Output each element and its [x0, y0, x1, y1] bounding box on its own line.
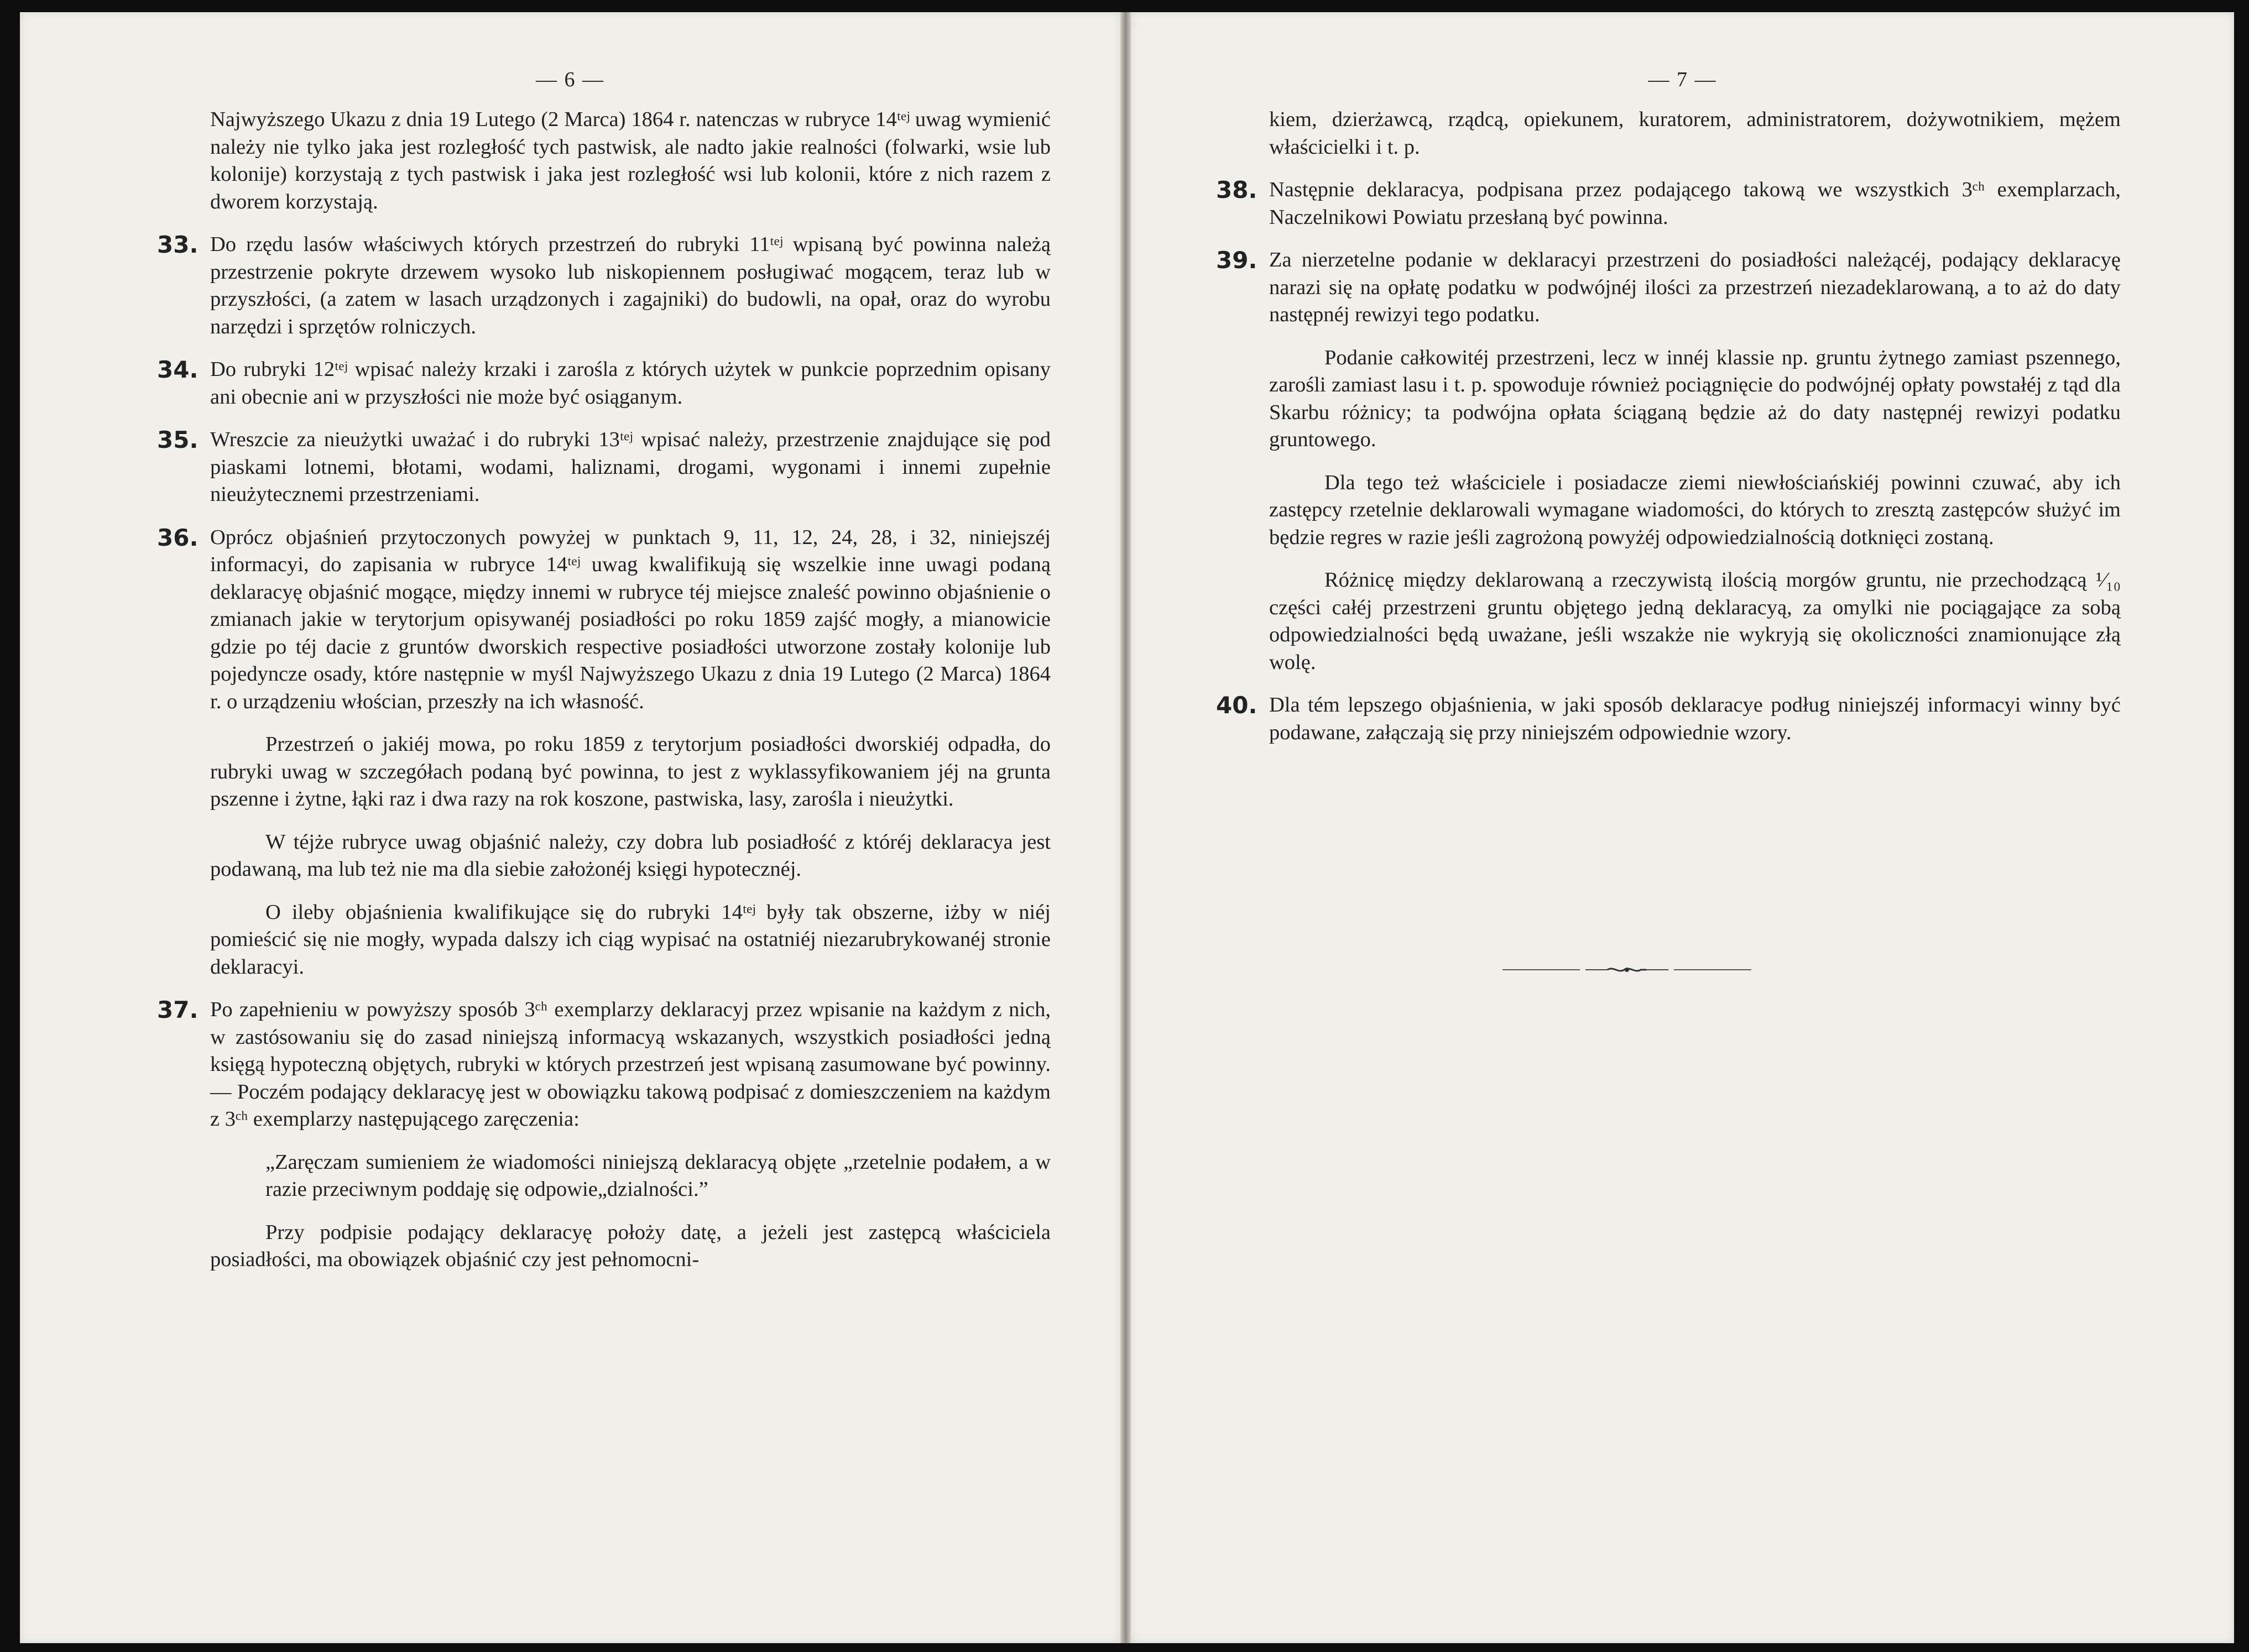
paragraph-indented: W téjże rubryce uwag objaśnić należy, czy dobra lub posiadłość z któréj deklaracya jest podawaną, ma lub też nie ma dla siebie założonéj księgi hypotecznéj. — [210, 830, 1051, 881]
section-text: Po zapełnieniu w powyższy sposób 3ᶜʰ exemplarzy deklaracyj przez wpisanie na każdym z nich, w zastósowaniu się do zasad niniejszą informacyą wskazanych, wszystkich posiadłości jedną księgą hypoteczną objętych, rubryki w których przestrzeń jest wpisaną zasumowane być powinny. — Poczém podający deklaracyę jest w obowiązku takową podpisać z domieszczeniem na każdym z 3ᶜʰ exemplarzy następującego zaręczenia: — [210, 998, 1051, 1131]
section-number: 34. — [157, 356, 199, 383]
section-text: Za nierzetelne podanie w deklaracyi przestrzeni do posiadłości należącéj, podający deklaracyę narazi się na opłatę podatku w podwójnéj ilości za przestrzeń niezadeklarowaną, a to aż do daty następnéj rewizyi tego podatku. — [1269, 248, 2121, 326]
left-text-column — [157, 106, 1051, 1289]
right-text-column — [1216, 106, 2121, 762]
section-text: Oprócz objaśnień przytoczonych powyżej w punktach 9, 11, 12, 24, 28, i 32, niniejszéj informacyi, do zapisania w rubryce 14ᵗᵉʲ uwag kwalifikują się wszelkie inne uwagi podaną deklaracyę objaśnić mogące, między innemi w rubryce téj miejsce znaleść powinno objaśnienie o zmianach jakie w terytorjum opisywanéj posiadłości po roku 1859 zajść mogły, a mianowicie gdzie po téj dacie z gruntów dworskich respective posiadłości utworzone zostały kolonije lub pojedyncze osady, które następnie w myśl Najwyższego Ukazu z dnia 19 Lutego (2 Marca) 1864 r. o urządzeniu włościan, przeszły na ich własność. — [210, 525, 1051, 713]
section-35 — [157, 426, 1051, 509]
section-37 — [157, 996, 1051, 1133]
paragraph-continuation: kiem, dzierżawcą, rządcą, opiekunem, kuratorem, administratorem, dożywotnikiem, mężem właścicielki i t. p. — [1269, 108, 2121, 159]
section-text: Do rubryki 12ᵗᵉʲ wpisać należy krzaki i zarośla z których użytek w punkcie poprzednim opisany ani obecnie ani w przyszłości nie może być osiąganym. — [210, 358, 1051, 409]
book-gutter — [1120, 12, 1131, 1643]
affirmation-quote: „Zaręczam sumieniem że wiadomości niniejszą deklaracyą objęte „rzetelnie podałem, a w razie przeciwnym poddaję się odpowie„dzialności.” — [265, 1150, 1051, 1201]
paragraph-indented: Przestrzeń o jakiéj mowa, po roku 1859 z terytorjum posiadłości dworskiéj odpadła, do rubryki uwag w szczegółach podaną być powinna, to jest z wyklassyfikowaniem jéj na grunta pszenne i żytne, łąki raz i dwa razy na rok koszone, pastwiska, lasy, zarośla i nieużytki. — [210, 733, 1051, 811]
section-number: 37. — [157, 996, 199, 1023]
section-38 — [1216, 176, 2121, 231]
section-39 — [1216, 247, 2121, 329]
paragraph-continuation: Najwyższego Ukazu z dnia 19 Lutego (2 Marca) 1864 r. natenczas w rubryce 14ᵗᵉʲ uwag wymienić należy nie tylko jaka jest rozległość tych pastwisk, ale nadto jakie realności (folwarki, wsie lub kolonije) korzystają z tych pastwisk i jaka jest rozległość wsi lub kolonii, które z nich razem z dworem korzystają. — [210, 108, 1051, 213]
paragraph-indented: O ileby objaśnienia kwalifikujące się do rubryki 14ᵗᵉʲ były tak obszerne, iżby w niéj pomieścić się nie mogły, wypada dalszy ich ciąg wypisać na ostatniéj niezarubrykowanéj stronie deklaracyi. — [210, 900, 1051, 979]
left-page — [20, 12, 1120, 1643]
flourish-ornament-icon — [1585, 966, 1668, 974]
paragraph-indented: Różnicę między deklarowaną a rzeczywistą ilością morgów gruntu, nie przechodzącą ¹⁄₁₀ części całéj przestrzeni gruntu objętego jedną deklaracyą, za omylki nie pociągające za sobą odpowiedzialności będą uważane, jeśli wszakże nie wykryją się okoliczności znamionujące złą wolę. — [1269, 568, 2121, 674]
paragraph-indented: Przy podpisie podający deklaracyę położy datę, a jeżeli jest zastępcą właściciela posiadłości, ma obowiązek objaśnić czy jest pełnomocni- — [210, 1220, 1051, 1271]
section-text: Wreszcie za nieużytki uważać i do rubryki 13ᵗᵉʲ wpisać należy, przestrzenie znajdujące się pod piaskami lotnemi, błotami, wodami, haliznami, drogami, wygonami i innemi zupełnie nieużytecznemi przestrzeniami. — [210, 428, 1051, 506]
section-number: 39. — [1216, 247, 1257, 274]
divider-line — [1502, 969, 1580, 970]
section-number: 40. — [1216, 692, 1257, 719]
section-text: Do rzędu lasów właściwych których przestrzeń do rubryki 11ᵗᵉʲ wpisaną być powinna należą przestrzenie pokryte drzewem wysoko lub niskopiennem posługiwać mogącem, teraz lub w przyszłości, (a zatem w lasach urządzonych i zagajniki) do budowli, na opał, oraz do wyrobu narzędzi i sprzętów rolniczych. — [210, 233, 1051, 338]
section-33 — [157, 231, 1051, 341]
page-number: — 6 — — [536, 68, 604, 91]
section-36 — [157, 524, 1051, 716]
section-number: 35. — [157, 426, 199, 453]
section-40 — [1216, 692, 2121, 746]
section-number: 36. — [157, 524, 199, 551]
section-text: Dla tém lepszego objaśnienia, w jaki sposób deklaracye podług niniejszéj informacyi winny być podawane, załączają się przy niniejszém odpowiednie wzory. — [1269, 693, 2121, 744]
ornamental-divider — [1502, 964, 1751, 975]
section-number: 38. — [1216, 176, 1257, 203]
page-number: — 7 — — [1648, 68, 1717, 91]
section-text: Następnie deklaracya, podpisana przez podającego takową we wszystkich 3ᶜʰ exemplarzach, Naczelnikowi Powiatu przesłaną być powinna. — [1269, 178, 2121, 229]
paragraph-indented: Podanie całkowitéj przestrzeni, lecz w innéj klassie np. gruntu żytnego zamiast pszennego, zarośli zamiast lasu i t. p. spowoduje również pociągnięcie do podwójnéj opłaty powstałéj z tąd dla Skarbu różnicy; ta podwójna opłata ściąganą będzie aż do daty następnéj rewizyi podatku gruntowego. — [1269, 346, 2121, 451]
section-number: 33. — [157, 231, 199, 258]
paragraph-indented: Dla tego też właściciele i posiadacze ziemi niewłościańskiéj powinni czuwać, aby ich zastępcy rzetelnie deklarowali wymagane wiadomości, do których to zresztą zastępców służyć im będzie regres w razie jeśli zagrożoną powyżéj odpowiedzialnością dotknięci zostaną. — [1269, 470, 2121, 549]
divider-line — [1674, 969, 1751, 970]
section-34 — [157, 356, 1051, 411]
right-page — [1131, 12, 2234, 1643]
